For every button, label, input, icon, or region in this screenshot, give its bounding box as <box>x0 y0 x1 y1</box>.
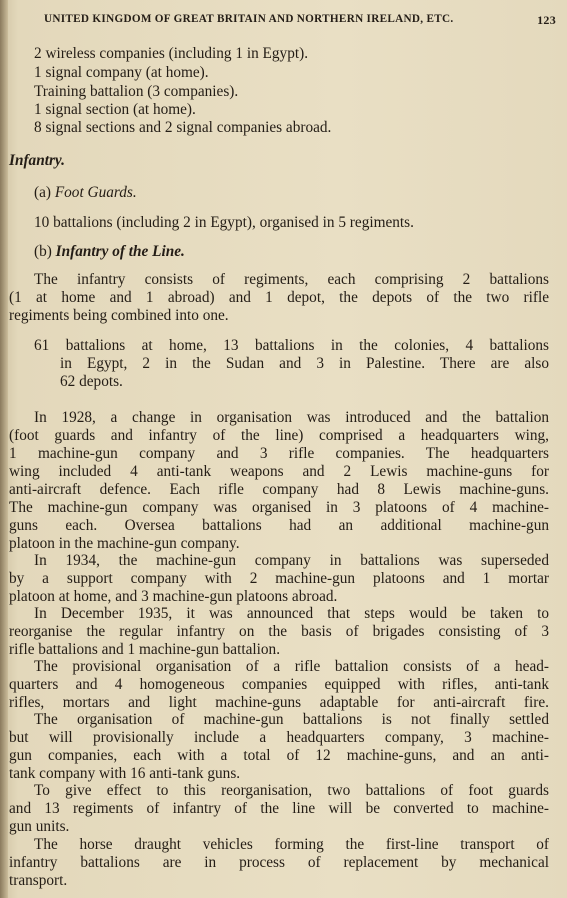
text-line: in Egypt, 2 in the Sudan and 3 in Palestine. There are also <box>60 355 549 372</box>
text-line: The horse draught vehicles forming the first-line transport of <box>34 836 549 853</box>
section-heading: Infantry. <box>9 152 65 169</box>
text-line: wing included 4 anti-tank weapons and 2 Lewis machine-guns for <box>9 463 549 480</box>
text-line: 1 machine-gun company and 3 rifle companies. The headquarters <box>9 445 549 462</box>
subsection-label: (b) <box>34 243 52 260</box>
foot-guards-text: 10 battalions (including 2 in Egypt), organised in 5 regiments. <box>34 214 414 231</box>
subsection-title: Foot Guards. <box>54 184 137 201</box>
text-line: regiments being combined into one. <box>9 307 229 324</box>
text-line: rifles, mortars and light machine-guns adaptable for anti-aircraft fire. <box>9 694 549 711</box>
text-line: anti-aircraft defence. Each rifle company had 8 Lewis machine-guns. <box>9 481 549 498</box>
text-line: but will provisionally include a headquarters company, 3 machine- <box>9 729 549 746</box>
text-line: gun units. <box>9 818 70 835</box>
subsection-heading <box>34 243 185 261</box>
list-item: 2 wireless companies (including 1 in Egypt). <box>34 45 309 62</box>
text-line: and 13 regiments of infantry of the line will be converted to machine- <box>9 800 549 817</box>
text-line: platoon at home, and 3 machine-gun platoons abroad. <box>9 588 338 605</box>
text-line: rifle battalions and 1 machine-gun battalion. <box>9 641 281 658</box>
running-title: UNITED KINGDOM OF GREAT BRITAIN AND NORTHERN IRELAND, ETC. <box>44 13 454 25</box>
text-line: The machine-gun company was organised in 3 platoons of 4 machine- <box>9 499 549 516</box>
text-line: The infantry consists of regiments, each comprising 2 battalions <box>34 271 549 288</box>
list-item: Training battalion (3 companies). <box>34 83 239 100</box>
text-line: tank company with 16 anti-tank guns. <box>9 765 241 782</box>
text-line: transport. <box>9 872 68 889</box>
page-gutter-shadow <box>0 0 8 898</box>
text-line: by a support company with 2 machine-gun platoons and 1 mortar <box>9 570 549 587</box>
text-line: The provisional organisation of a rifle battalion consists of a head- <box>34 658 549 675</box>
text-line: reorganise the regular infantry on the basis of brigades consisting of 3 <box>9 623 549 640</box>
text-line: In 1934, the machine-gun company in battalions was superseded <box>34 552 549 569</box>
text-line: 61 battalions at home, 13 battalions in the colonies, 4 battalions <box>34 337 549 354</box>
text-line: The organisation of machine-gun battalions is not finally settled <box>34 711 549 728</box>
text-line: In December 1935, it was announced that steps would be taken to <box>34 605 549 622</box>
text-line: platoon in the machine-gun company. <box>9 535 240 552</box>
text-line: quarters and 4 homogeneous companies equipped with rifles, anti-tank <box>9 676 549 693</box>
text-line: infantry battalions are in process of replacement by mechanical <box>9 854 549 871</box>
subsection-label: (a) <box>34 184 51 201</box>
list-item: 8 signal sections and 2 signal companies abroad. <box>34 119 332 136</box>
text-line: 62 depots. <box>60 373 123 390</box>
text-line: guns each. Oversea battalions had an additional machine-gun <box>9 517 549 534</box>
text-line: To give effect to this reorganisation, two battalions of foot guards <box>34 782 549 799</box>
subsection-heading <box>34 184 137 202</box>
subsection-title: Infantry of the Line. <box>55 243 185 260</box>
text-line: (foot guards and infantry of the line) comprised a headquarters wing, <box>9 427 549 444</box>
text-line: (1 at home and 1 abroad) and 1 depot, the depots of the two rifle <box>9 289 549 306</box>
text-line: In 1928, a change in organisation was introduced and the battalion <box>34 409 549 426</box>
list-item: 1 signal section (at home). <box>34 101 196 118</box>
list-item: 1 signal company (at home). <box>34 64 209 81</box>
page-number: 123 <box>537 13 556 27</box>
text-line: gun companies, each with a total of 12 machine-guns, and an anti- <box>9 747 549 764</box>
